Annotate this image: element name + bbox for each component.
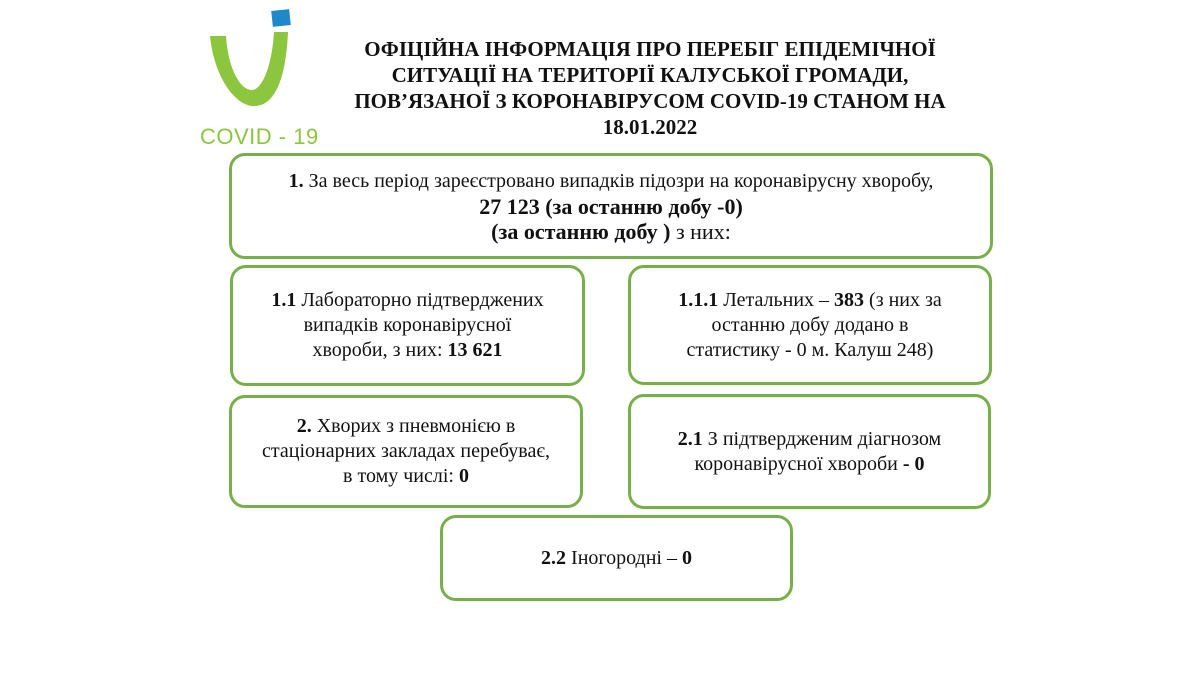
lab-confirmed-box: 1.1 Лабораторно підтверджених випадків коронавірусної хвороби, з них: 13 621: [230, 265, 585, 386]
total-suspected-sub: (за останню добу ) з них:: [491, 218, 731, 244]
item-number: 1.: [288, 169, 304, 192]
item-number: 1.1: [271, 289, 297, 311]
nonresident-value: 0: [681, 546, 692, 569]
logo-text: COVID - 19: [200, 124, 319, 149]
total-suspected-text: 1. За весь період зареєстровано випадків підозри на коронавірусну хворобу,: [288, 169, 934, 192]
item-number: 2.2: [541, 546, 567, 569]
total-suspected-value: 27 123 (за останню добу -0): [479, 193, 743, 219]
title-line-1: ОФІЦІЙНА ІНФОРМАЦІЯ ПРО ПЕРЕБІГ ЕПІДЕМІЧНОЇ: [364, 37, 936, 61]
title-line-2: СИТУАЦІЇ НА ТЕРИТОРІЇ КАЛУСЬКОЇ ГРОМАДИ,: [391, 63, 909, 87]
item-number: 1.1.1: [678, 288, 719, 311]
confirmed-diagnosis-value: - 0: [902, 452, 925, 475]
page-title: [330, 36, 970, 140]
pneumonia-value: 0: [458, 465, 469, 487]
fatal-value: 383: [834, 288, 865, 311]
lab-confirmed-value: 13 621: [447, 339, 503, 361]
covid-v-icon: [196, 6, 326, 126]
total-suspected-box: [229, 153, 993, 259]
confirmed-diagnosis-box: 2.1 З підтвердженим діагнозом коронавірусної хвороби - 0: [628, 394, 991, 509]
item-number: 2.: [296, 415, 312, 437]
item-number: 2.1: [677, 427, 703, 450]
title-date: 18.01.2022: [602, 115, 698, 139]
pneumonia-box: 2. Хворих з пневмонією в стаціонарних закладах перебуває, в тому числі: 0: [229, 395, 583, 508]
fatal-box: 1.1.1 Летальних – 383 (з них за останню добу додано в статистику - 0 м. Калуш 248): [628, 265, 992, 385]
title-line-3: ПОВ’ЯЗАНОЇ З КОРОНАВІРУСОМ COVID-19 СТАНОМ НА: [354, 89, 946, 113]
nonresident-box: 2.2 Іногородні – 0: [440, 515, 793, 601]
covid-logo: [196, 6, 326, 149]
